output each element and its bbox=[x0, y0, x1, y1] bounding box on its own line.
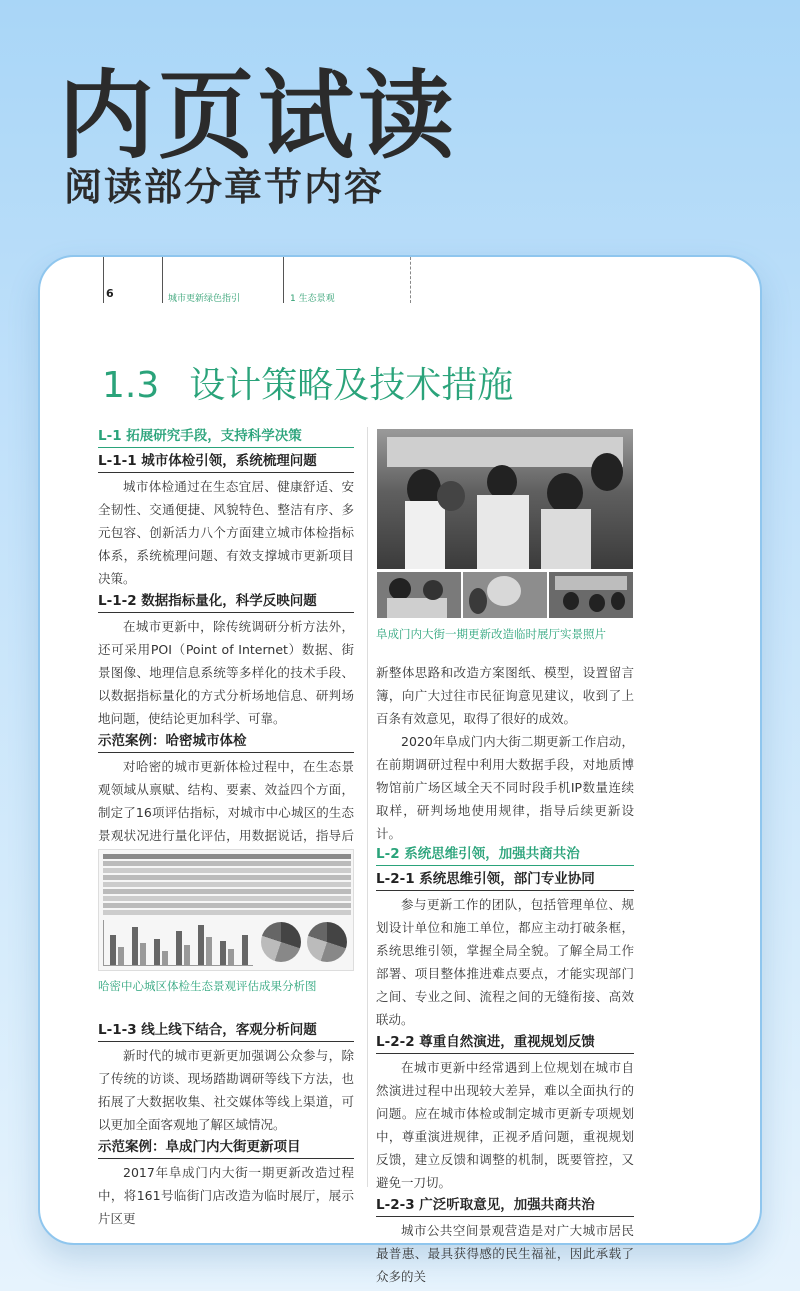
page-number: 6 bbox=[106, 287, 114, 300]
header-dash-rule bbox=[410, 257, 411, 303]
heading-l1-3: L-1-3 线上线下结合，客观分析问题 bbox=[98, 1019, 354, 1042]
left-column-lower bbox=[98, 1019, 354, 1230]
left-column-upper bbox=[98, 425, 354, 893]
header-rule bbox=[283, 257, 284, 303]
heading-case-hami: 示范案例：哈密城市体检 bbox=[98, 730, 354, 753]
exhibition-photo-main bbox=[377, 429, 633, 569]
photo-caption: 阜成门内大街一期更新改造临时展厅实景照片 bbox=[376, 627, 606, 641]
table-row bbox=[103, 868, 351, 873]
paragraph-l1-1: 城市体检通过在生态宜居、健康舒适、安全韧性、交通便捷、风貌特色、整洁有序、多元包容、创新活力八个方面建立城市体检指标体系，系统梳理问题、有效支撑城市更新项目决策。 bbox=[98, 479, 354, 586]
running-header-chapter: 1 生态景观 bbox=[290, 294, 335, 304]
table-row bbox=[103, 861, 351, 866]
exhibition-photo-thumb bbox=[549, 572, 633, 618]
section-number: 1.3 bbox=[102, 365, 160, 406]
section-title: 设计策略及技术措施 bbox=[189, 365, 514, 406]
paragraph-phase-two: 2020年阜成门内大街二期更新工作启动，在前期调研过程中利用大数据手段，对地质博物馆前广场区域全天不同时段手机IP数量连续取样，研判场地使用规律，指导后续更新设计。 bbox=[376, 734, 634, 841]
paragraph-l1-2: 在城市更新中，除传统调研分析方法外，还可采用POI（Point of Internet）数据、街景图像、地理信息系统等多样化的技术手段、以数据指标量化的方式分析场地信息、研判场地问题，使结论更加科学、可靠。 bbox=[98, 619, 354, 726]
heading-l1-2: L-1-2 数据指标量化，科学反映问题 bbox=[98, 590, 354, 613]
exhibition-photo-thumb bbox=[377, 572, 461, 618]
paragraph-case-fuchengmen: 2017年阜成门内大街一期更新改造过程中，将161号临街门店改造为临时展厅，展示片区更 bbox=[98, 1165, 354, 1226]
paragraph-l2-2: 在城市更新中经常遇到上位规划在城市自然演进过程中出现较大差异，难以全面执行的问题。应在城市体检或制定城市更新专项规划中，尊重演进规律，正视矛盾问题，重视规划反馈，建立反馈和调整的机制，既要管控，又避免一刀切。 bbox=[376, 1060, 634, 1190]
table-row bbox=[103, 903, 351, 908]
header-rule bbox=[103, 257, 104, 303]
heading-l2-2: L-2-2 尊重自然演进，重视规划反馈 bbox=[376, 1031, 634, 1054]
chart-caption: 哈密中心城区体检生态景观评估成果分析图 bbox=[98, 979, 317, 993]
hero-title: 内页试读 bbox=[58, 60, 458, 172]
section-heading bbox=[102, 357, 513, 408]
pie-chart-thumbnail bbox=[307, 922, 347, 962]
hero-subtitle: 阅读部分章节内容 bbox=[64, 165, 385, 209]
right-column-upper bbox=[376, 661, 634, 845]
table-row bbox=[103, 896, 351, 901]
paragraph-l2-3: 城市公共空间景观营造是对广大城市居民最普惠、最具获得感的民生福祉，因此承载了众多的关 bbox=[376, 1223, 634, 1284]
table-header-row bbox=[103, 854, 351, 859]
heading-l1-1: L-1-1 城市体检引领，系统梳理问题 bbox=[98, 450, 354, 473]
right-column-lower bbox=[376, 843, 634, 1288]
running-header-book-title: 城市更新绿色指引 bbox=[168, 294, 241, 304]
exhibition-photo-thumb bbox=[463, 572, 547, 618]
paragraph-case-fuchengmen-continued: 新整体思路和改造方案图纸、模型，设置留言簿，向广大过往市民征询意见建议，收到了上百条有效意见，取得了很好的成效。 bbox=[376, 665, 634, 726]
heading-l2-1: L-2-1 系统思维引领，部门专业协同 bbox=[376, 868, 634, 891]
header-rule bbox=[162, 257, 163, 303]
paragraph-l1-3: 新时代的城市更新更加强调公众参与，除了传统的访谈、现场踏勘调研等线下方法，也拓展了大数据收集、社交媒体等线上渠道，可以更加全面客观地了解区域情况。 bbox=[98, 1048, 354, 1132]
pie-chart-thumbnail bbox=[261, 922, 301, 962]
table-row bbox=[103, 882, 351, 887]
bar-chart-thumbnail bbox=[103, 920, 253, 966]
heading-l2: L-2 系统思维引领，加强共商共治 bbox=[376, 843, 634, 866]
heading-case-fuchengmen: 示范案例：阜成门内大街更新项目 bbox=[98, 1136, 354, 1159]
page-preview-card bbox=[38, 255, 762, 1284]
paragraph-l2-1: 参与更新工作的团队，包括管理单位、规划设计单位和施工单位，都应主动打破条框，系统思维引领，掌握全局全貌。了解全局工作部署、项目整体推进难点要点，才能实现部门之间、专业之间、流程之间的无缝衔接、高效联动。 bbox=[376, 897, 634, 1027]
table-row bbox=[103, 889, 351, 894]
column-divider bbox=[367, 427, 368, 1187]
table-row bbox=[103, 875, 351, 880]
table-row bbox=[103, 910, 351, 915]
evaluation-chart-figure bbox=[98, 849, 354, 971]
heading-l1: L-1 拓展研究手段，支持科学决策 bbox=[98, 425, 354, 448]
paragraph-case-hami: 对哈密的城市更新体检过程中，在生态景观领域从禀赋、结构、要素、效益四个方面，制定了16项评估指标，对城市中心城区的生态景观状况进行量化评估，用数据说话，指导后 bbox=[98, 759, 354, 843]
heading-l2-3: L-2-3 广泛听取意见，加强共商共治 bbox=[376, 1194, 634, 1217]
